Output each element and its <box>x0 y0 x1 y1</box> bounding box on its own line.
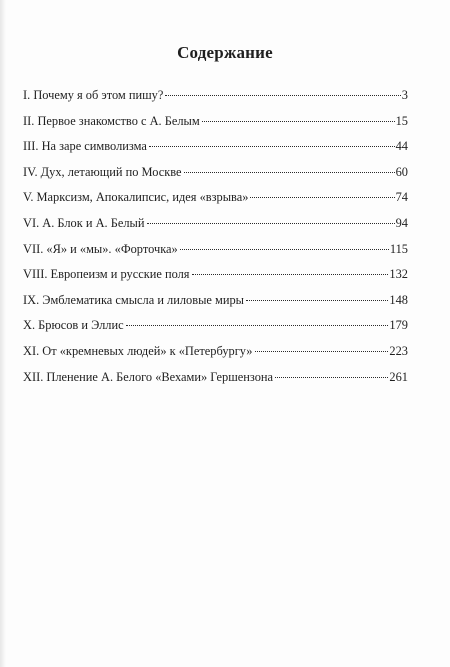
toc-entry-page: 74 <box>395 190 408 205</box>
toc-entry-title: X. Брюсов и Эллис <box>23 318 124 333</box>
toc-entry <box>23 88 408 114</box>
toc-entry <box>23 114 408 140</box>
toc-entry-page: 148 <box>389 292 408 307</box>
toc-entry-page: 3 <box>401 88 408 102</box>
toc-entry-title: I. Почему я об этом пишу? <box>23 88 164 102</box>
dot-leader <box>255 351 389 352</box>
toc-entry <box>23 242 408 268</box>
toc-entry-title: XI. От «кремневых людей» к «Петербургу» <box>23 343 253 358</box>
page-edge-shadow <box>0 0 6 667</box>
toc-entry-title: IV. Дух, летающий по Москве <box>23 164 182 179</box>
toc-entry <box>23 267 408 293</box>
dot-leader <box>147 223 395 224</box>
toc-entry-title: III. На заре символизма <box>23 139 147 154</box>
dot-leader <box>165 95 400 96</box>
toc-entry-page: 115 <box>389 241 408 256</box>
dot-leader <box>126 325 389 326</box>
toc-entry-title: VII. «Я» и «мы». «Форточка» <box>23 241 178 256</box>
dot-leader <box>250 197 394 198</box>
toc-entry <box>23 370 408 396</box>
toc-entry-title: VIII. Европеизм и русские поля <box>23 267 190 282</box>
toc-entry-page: 94 <box>395 215 408 230</box>
toc-entry-page: 15 <box>395 113 408 128</box>
toc-entry-title: V. Марксизм, Апокалипсис, идея «взрыва» <box>23 190 249 205</box>
toc-entry <box>23 216 408 242</box>
toc-entry-title: VI. А. Блок и А. Белый <box>23 215 145 230</box>
toc-entry <box>23 165 408 191</box>
toc-entry-title: IX. Эмблематика смысла и лиловые миры <box>23 292 245 307</box>
dot-leader <box>275 377 388 378</box>
contents-heading: Содержание <box>177 43 273 62</box>
toc-entry <box>23 139 408 165</box>
toc-entry <box>23 190 408 216</box>
table-of-contents <box>23 88 408 395</box>
toc-entry-page: 223 <box>389 343 408 358</box>
dot-leader <box>202 121 395 122</box>
toc-entry-page: 44 <box>395 139 408 154</box>
toc-entry-page: 261 <box>389 369 408 384</box>
toc-entry <box>23 344 408 370</box>
dot-leader <box>149 146 395 147</box>
dot-leader <box>246 300 388 301</box>
toc-entry <box>23 293 408 319</box>
toc-entry-page: 179 <box>389 318 408 333</box>
dot-leader <box>192 274 389 275</box>
toc-entry-page: 60 <box>395 164 408 179</box>
dot-leader <box>180 249 389 250</box>
toc-entry <box>23 318 408 344</box>
dot-leader <box>184 172 395 173</box>
toc-entry-title: XII. Пленение А. Белого «Вехами» Гершензона <box>23 369 274 384</box>
toc-entry-title: II. Первое знакомство с А. Белым <box>23 113 200 128</box>
toc-entry-page: 132 <box>389 267 408 282</box>
